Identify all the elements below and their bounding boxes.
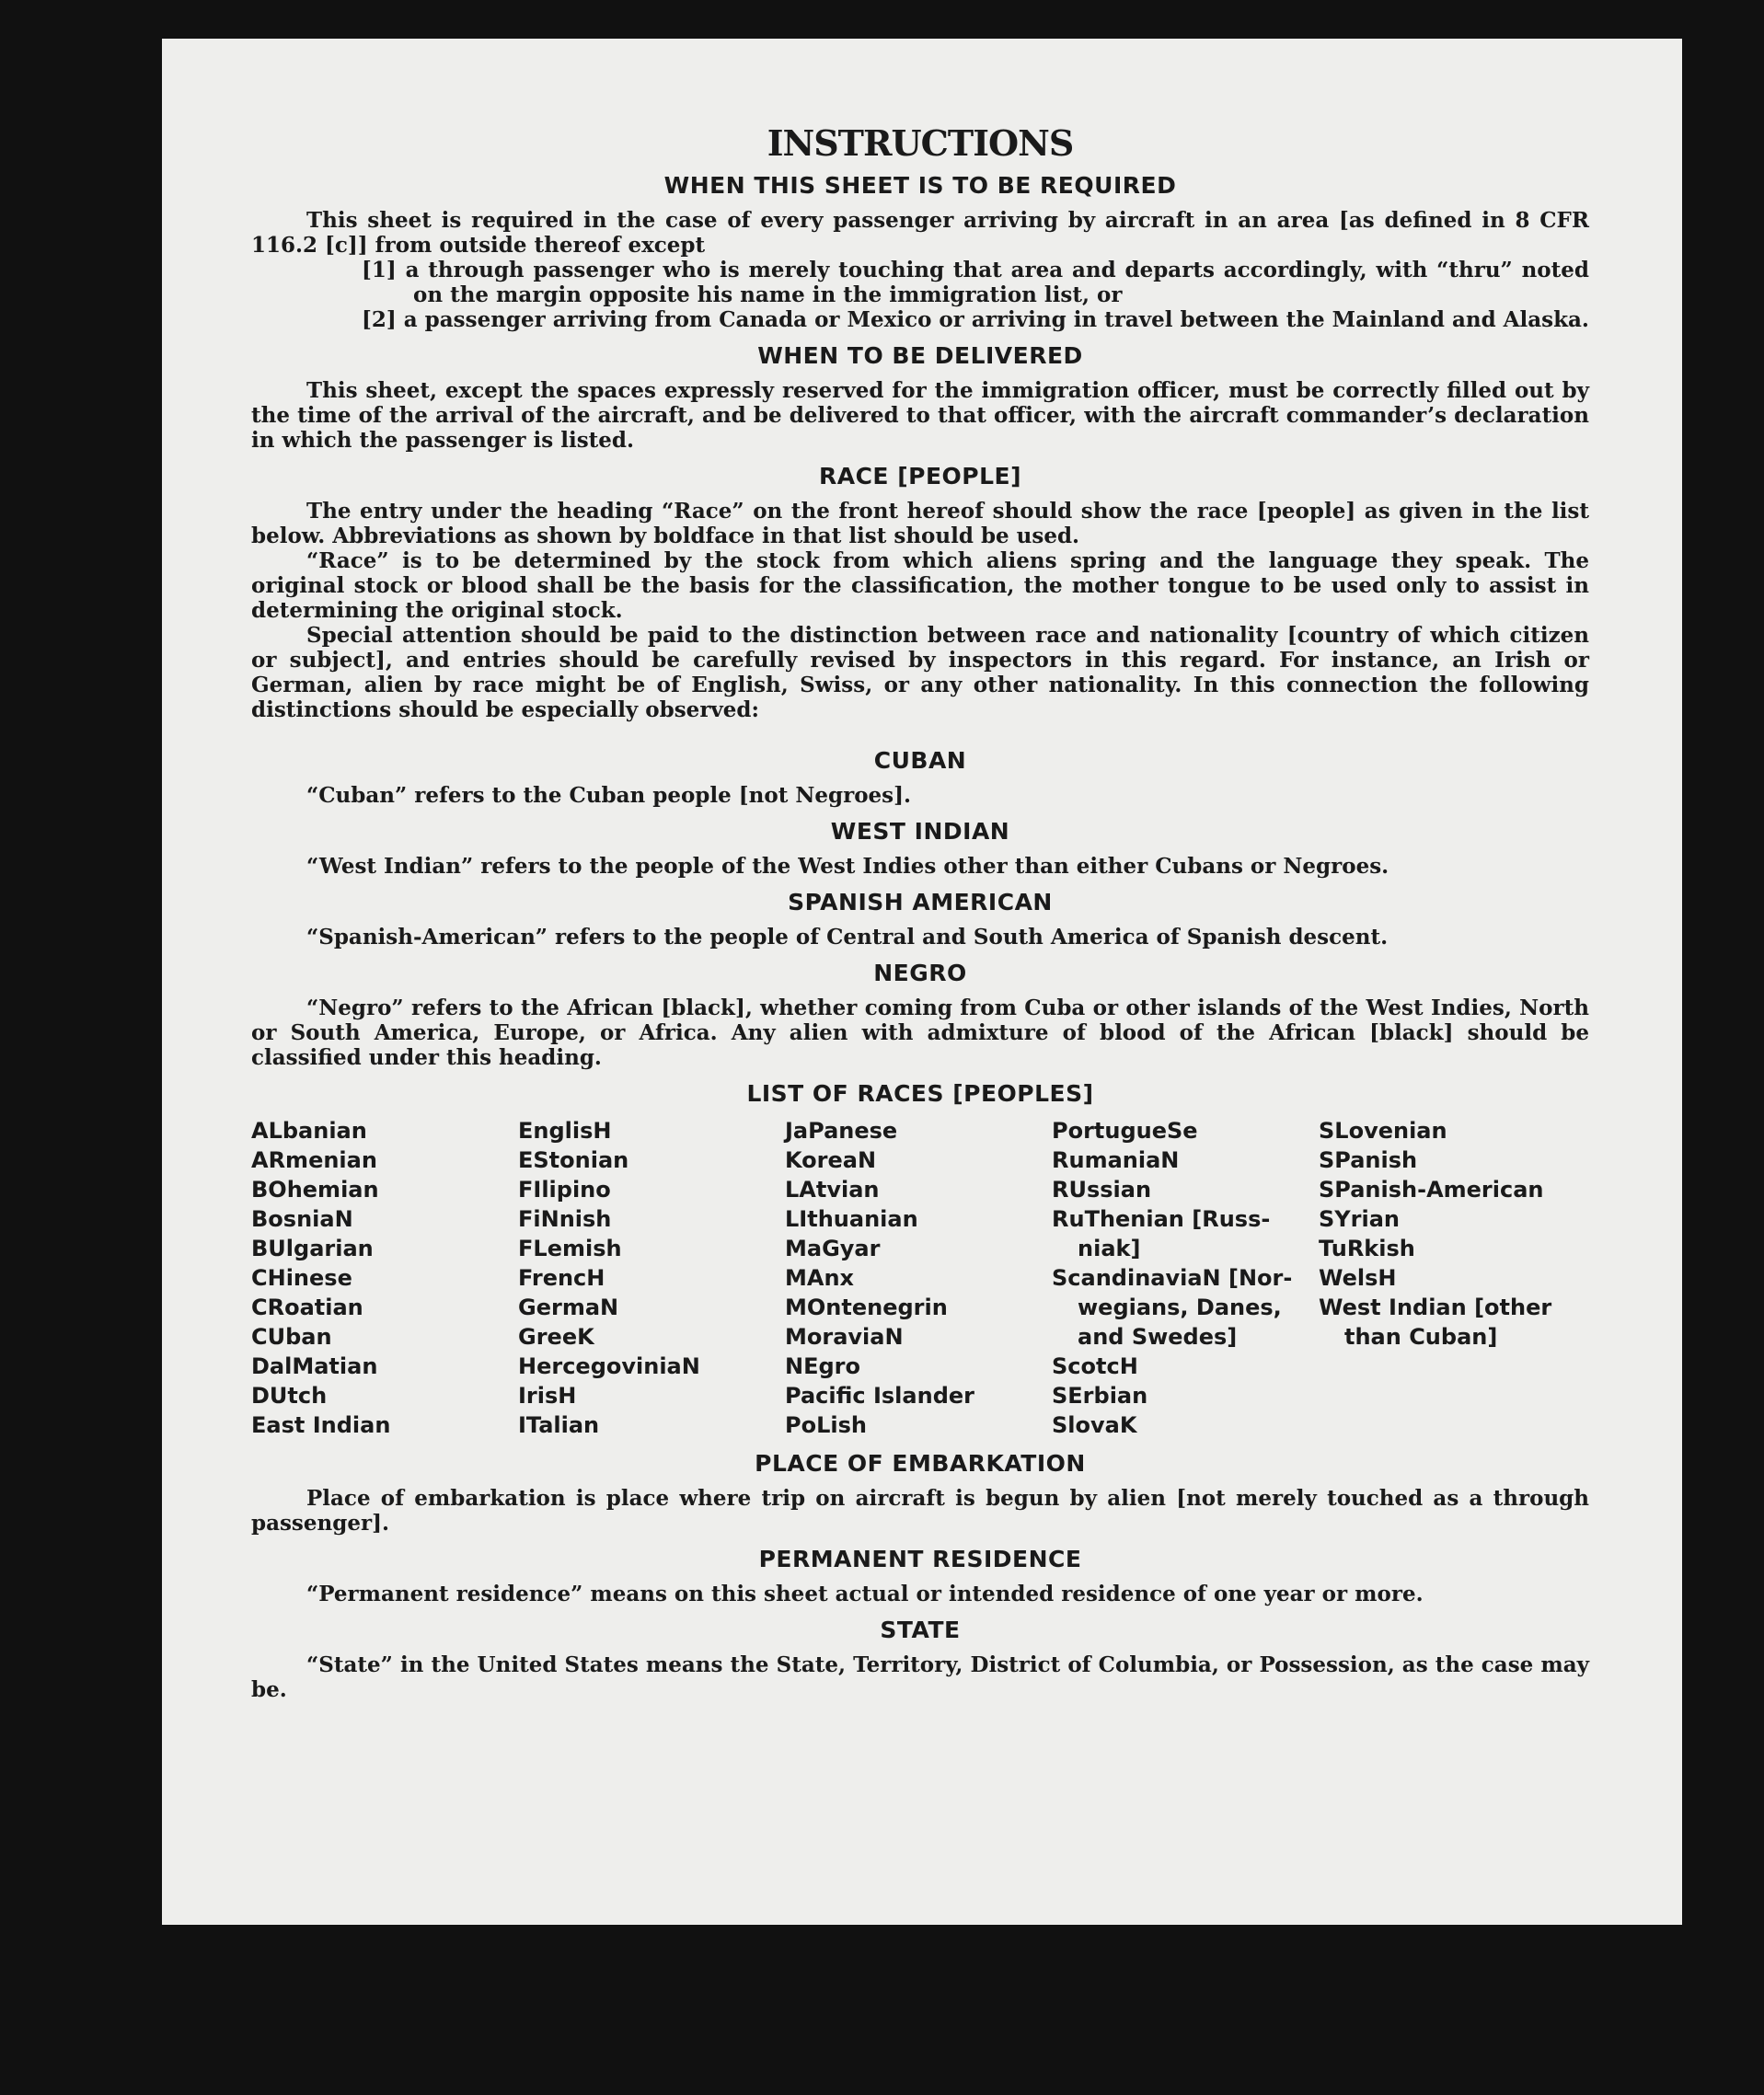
race-item: HercegoviniaN [518,1353,700,1379]
race-item: EStonian [518,1147,629,1173]
race-item: FIlipino [518,1177,611,1203]
race-item: BosniaN [251,1206,353,1232]
heading-state: STATE [880,1617,961,1643]
race-item: SPanish [1319,1147,1418,1173]
race-column-5 [1319,1116,1585,1440]
delivered-text: This sheet, except the spaces expressly reserved for the immigration officer, must be correctly filled out by the time of the arrival of the aircraft, and be delivered to that officer, with the aircraft commander’s declaration in which the passenger is listed. [251,378,1589,453]
heading-delivered: WHEN TO BE DELIVERED [757,342,1083,369]
race-item: SlovaK [1052,1412,1137,1438]
cuban-text: “Cuban” refers to the Cuban people [not Negroes]. [306,783,912,808]
race-item: MOntenegrin [785,1295,948,1320]
race-item: SErbian [1052,1383,1148,1409]
race-item: LIthuanian [785,1206,918,1232]
race-item: PoLish [785,1412,867,1438]
race-column-1 [251,1116,518,1440]
race-item: FLemish [518,1236,622,1261]
race-item: SPanish-American [1319,1177,1544,1203]
race-item: MoraviaN [785,1324,904,1350]
document-page [162,39,1682,1925]
race-item: RuThenian [Russ- [1052,1206,1271,1232]
race-item: West Indian [other [1319,1295,1552,1320]
required-item-1: [1] a through passenger who is merely touching that area and departs accordingly, with “thru” noted on the margin opposite his name in the immigration list, or [362,258,1589,307]
race-item: MAnx [785,1265,855,1291]
race-item: TuRkish [1319,1236,1415,1261]
residence-text: “Permanent residence” means on this sheet actual or intended residence of one year or more. [306,1582,1424,1606]
race-item: SYrian [1319,1206,1401,1232]
race-paragraph-1: The entry under the heading “Race” on the front hereof should show the race [people] as given in the list below. Abbreviations as shown by boldface in that list should be used. [251,499,1589,548]
race-item: SLovenian [1319,1118,1447,1144]
race-item: RUssian [1052,1177,1152,1203]
race-item: and Swedes] [1078,1324,1238,1350]
race-item: GermaN [518,1295,619,1320]
heading-west-indian: WEST INDIAN [830,818,1010,845]
heading-permanent-residence: PERMANENT RESIDENCE [758,1546,1082,1572]
negro-text: “Negro” refers to the African [black], whether coming from Cuba or other islands of the West Indies, North or South America, Europe, or Africa. Any alien with admixture of blood of the African [black] should be classified under this heading. [251,996,1589,1070]
race-column-2 [518,1116,785,1440]
race-item: PortugueSe [1052,1118,1198,1144]
page-title: INSTRUCTIONS [767,122,1074,164]
race-item: ITalian [518,1412,600,1438]
west-indian-text: “West Indian” refers to the people of the West Indies other than either Cubans or Negroes. [306,854,1389,879]
race-item: CRoatian [251,1295,363,1320]
race-list [251,1116,1589,1440]
race-item: GreeK [518,1324,594,1350]
race-item: RumaniaN [1052,1147,1180,1173]
race-item: East Indian [251,1412,391,1438]
heading-list-of-races: LIST OF RACES [PEOPLES] [746,1080,1094,1107]
instructions-content [251,121,1589,1702]
race-item: BOhemian [251,1177,379,1203]
race-item: DUtch [251,1383,328,1409]
race-item: than Cuban] [1344,1324,1498,1350]
race-item: DalMatian [251,1353,378,1379]
heading-embarkation: PLACE OF EMBARKATION [755,1450,1086,1477]
race-item: Pacific Islander [785,1383,974,1409]
required-item-2: [2] a passenger arriving from Canada or Mexico or arriving in travel between the Mainland and Alaska. [362,307,1589,332]
heading-negro: NEGRO [873,960,967,986]
embarkation-text: Place of embarkation is place where trip on aircraft is begun by alien [not merely touched as a through passenger]. [251,1486,1589,1536]
spanish-american-text: “Spanish-American” refers to the people of Central and South America of Spanish descent. [306,925,1389,950]
race-paragraph-3: Special attention should be paid to the distinction between race and nationality [country of which citizen or subject], and entries should be carefully revised by inspectors in this regard. For instance, an Irish or German, alien by race might be of English, Swiss, or any other nationality. In this connection the following distinctions should be especially observed: [251,623,1589,722]
race-item: MaGyar [785,1236,881,1261]
race-item: FiNnish [518,1206,612,1232]
race-item: ScandinaviaN [Nor- [1052,1265,1293,1291]
race-item: BUlgarian [251,1236,374,1261]
heading-spanish-american: SPANISH AMERICAN [788,889,1053,915]
race-column-4 [1052,1116,1319,1440]
race-item: JaPanese [785,1118,898,1144]
race-item: IrisH [518,1383,577,1409]
state-text: “State” in the United States means the State, Territory, District of Columbia, or Possession, as the case may be. [251,1652,1589,1702]
race-item: EnglisH [518,1118,612,1144]
race-item: LAtvian [785,1177,880,1203]
race-item: ScotcH [1052,1353,1138,1379]
race-item: FrencH [518,1265,605,1291]
heading-race: RACE [PEOPLE] [818,463,1022,489]
race-item: WelsH [1319,1265,1397,1291]
race-item: CUban [251,1324,332,1350]
heading-cuban: CUBAN [873,747,967,774]
race-item: wegians, Danes, [1078,1295,1282,1320]
heading-required: WHEN THIS SHEET IS TO BE REQUIRED [663,172,1177,199]
race-item: CHinese [251,1265,352,1291]
race-item: NEgro [785,1353,860,1379]
required-intro: This sheet is required in the case of every passenger arriving by aircraft in an area [as defined in 8 CFR 116.2 [c]] from outside thereof except [251,208,1589,258]
race-item: ALbanian [251,1118,367,1144]
race-item: ARmenian [251,1147,377,1173]
race-paragraph-2: “Race” is to be determined by the stock from which aliens spring and the language they speak. The original stock or blood shall be the basis for the classification, the mother tongue to be used only to assist in determining the original stock. [251,548,1589,623]
race-column-3 [785,1116,1052,1440]
race-item: niak] [1078,1236,1141,1261]
race-item: KoreaN [785,1147,877,1173]
